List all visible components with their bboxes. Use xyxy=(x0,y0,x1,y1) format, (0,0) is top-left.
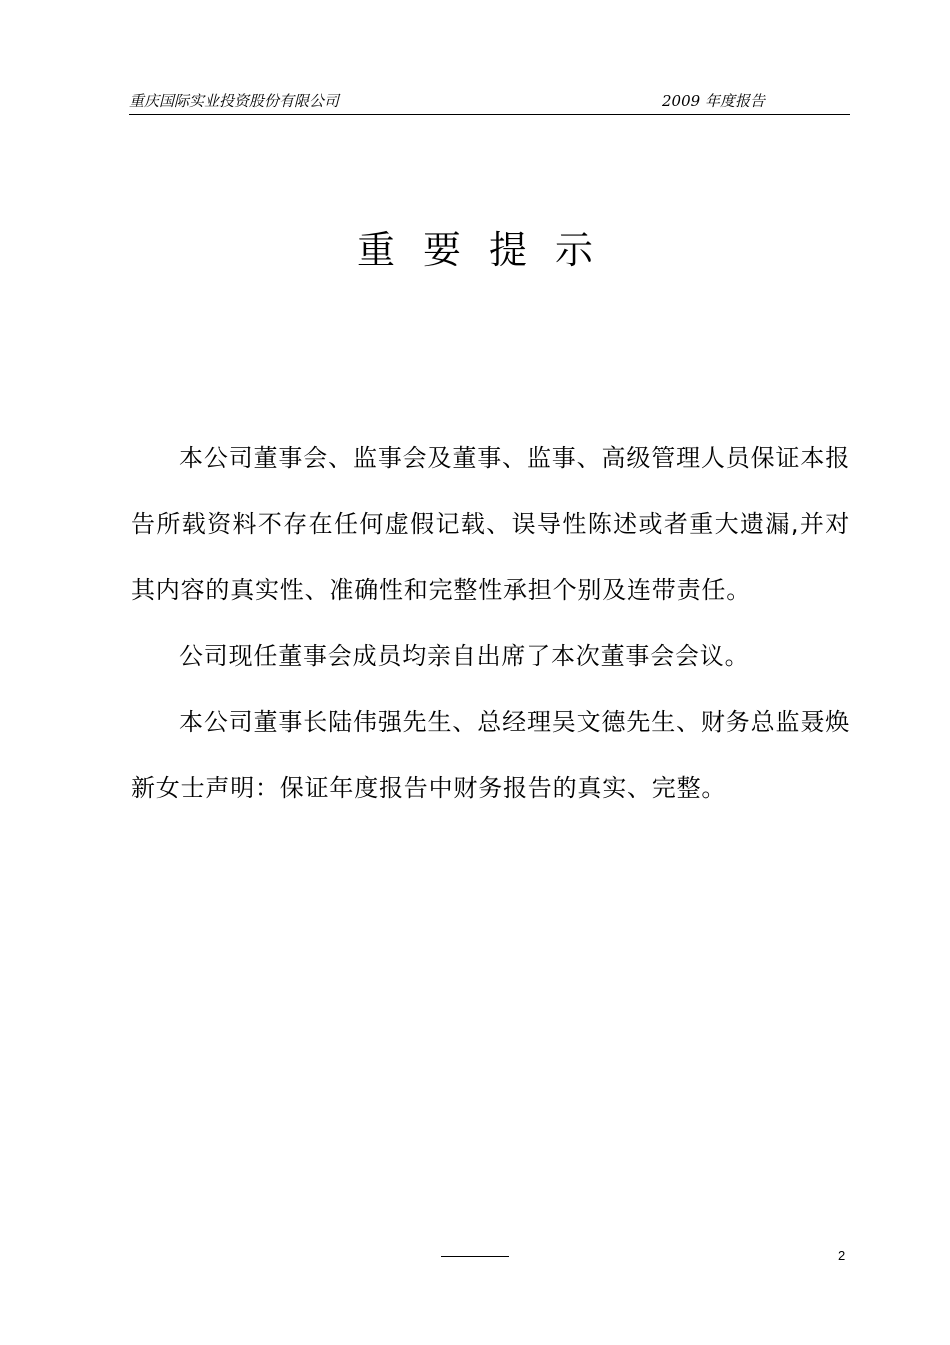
header-company-name: 重庆国际实业投资股份有限公司 xyxy=(129,92,340,110)
paragraph-board-attendance: 公司现任董事会成员均亲自出席了本次董事会会议。 xyxy=(179,642,750,670)
page-header xyxy=(129,88,850,115)
header-report-title: 2009 年度报告 xyxy=(662,92,765,110)
body-text xyxy=(131,425,850,821)
paragraph-officers-declaration: 本公司董事长陆伟强先生、总经理吴文德先生、财务总监聂焕新女士声明：保证年度报告中财务报告的真实、完整。 xyxy=(131,708,850,802)
footer-rule xyxy=(441,1256,509,1257)
page-number: 2 xyxy=(838,1248,846,1263)
paragraph-responsibility-statement: 本公司董事会、监事会及董事、监事、高级管理人员保证本报告所载资料不存在任何虚假记载、误导性陈述或者重大遗漏,并对其内容的真实性、准确性和完整性承担个别及连带责任。 xyxy=(131,444,850,604)
document-title: 重要提示 xyxy=(356,228,621,272)
